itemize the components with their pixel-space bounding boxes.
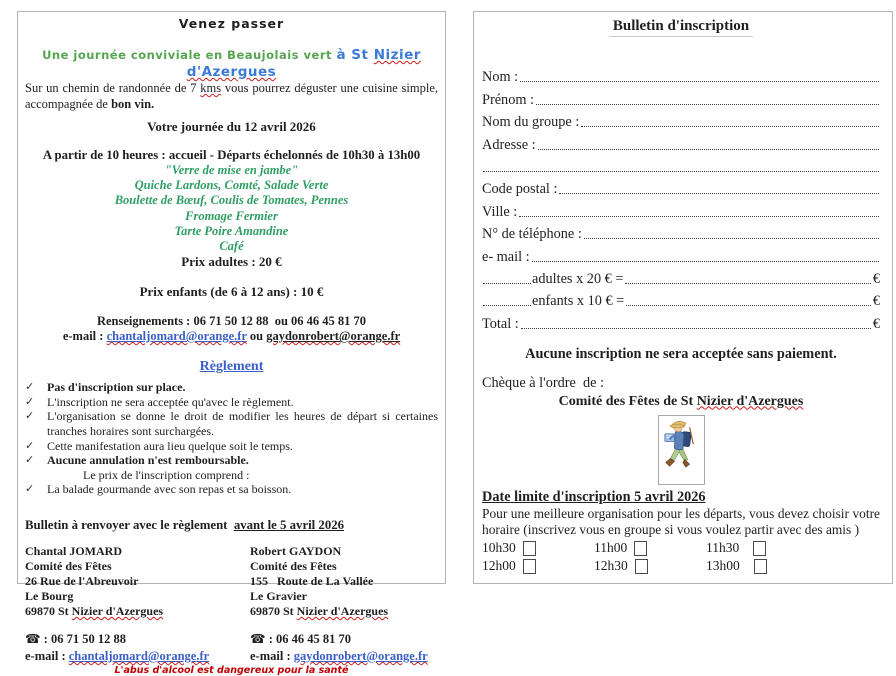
email-link-chantal[interactable]: chantaljomard@orange.fr xyxy=(106,329,247,344)
fill-line xyxy=(532,261,879,262)
time-checkbox-11h30[interactable] xyxy=(753,541,766,556)
check-icon: ✓ xyxy=(25,380,35,394)
hiker-illustration xyxy=(662,419,700,481)
phone-row xyxy=(25,631,438,647)
email-link-chantal-bottom[interactable]: chantaljomard@orange.fr xyxy=(68,648,210,663)
check-icon: ✓ xyxy=(25,394,35,408)
phone-icon: ☎ xyxy=(25,630,41,646)
rules-title: Règlement xyxy=(199,359,264,375)
fill-line xyxy=(538,149,879,150)
departure-instructions: Pour une meilleure organisation pour les départs, vous devez choisir votre horaire (inscrivez vous en groupe si vous voulez partir avec des amis ) xyxy=(482,505,880,537)
time-option-10h30: 10h30 xyxy=(482,540,594,556)
flyer-headline xyxy=(25,46,438,80)
headline-blue-town: Nizier d'Azergues xyxy=(186,47,421,80)
rules-list xyxy=(25,380,438,497)
flyer-title: Venez passer xyxy=(178,16,285,31)
fill-line xyxy=(520,81,879,82)
send-back-line: Bulletin à renvoyer avec le règlement avant le 5 avril 2026 xyxy=(25,517,345,532)
field-email: e- mail : xyxy=(482,243,880,265)
time-option-12h30: 12h30 xyxy=(594,558,706,574)
menu-item: Café xyxy=(219,239,244,254)
intro-bold: bon vin. xyxy=(111,96,155,111)
menu-item: Tarte Poire Amandine xyxy=(174,223,289,238)
email-row: e-mail : chantaljomard@orange.fr e-mail : gaydonrobert@orange.fr xyxy=(25,648,428,663)
alcohol-warning: L'abus d'alcool est dangereux pour la santé xyxy=(114,664,349,676)
fill-line xyxy=(584,238,879,239)
form-title: Bulletin d'inscription xyxy=(482,18,880,35)
price-adults: Prix adultes : 20 € xyxy=(181,254,282,270)
time-option-11h30: 11h30 xyxy=(706,540,818,556)
organizer-contacts xyxy=(25,544,438,619)
fill-line xyxy=(625,283,870,284)
cheque-payee: Comité des Fêtes de St Nizier d'Azergues xyxy=(558,393,804,409)
time-checkbox-11h00[interactable] xyxy=(634,541,647,556)
cheque-label: Chèque à l'ordre de : xyxy=(482,374,605,391)
menu-item: Quiche Lardons, Comté, Salade Verte xyxy=(134,178,329,193)
departure-times xyxy=(482,539,880,575)
fill-line xyxy=(521,328,871,329)
event-flyer-panel xyxy=(17,11,446,676)
field-adresse: Adresse : xyxy=(482,131,880,153)
field-prenom: Prénom : xyxy=(482,86,880,108)
fill-line xyxy=(536,104,879,105)
check-icon: ✓ xyxy=(25,409,35,423)
check-icon: ✓ xyxy=(25,453,35,467)
headline-blue-prefix: à St xyxy=(336,47,374,63)
intro-paragraph: Sur un chemin de randonnée de 7 kms vous pourrez déguster une cuisine simple, accompagnée de bon vin. xyxy=(25,81,439,111)
menu-item: "Verre de mise en jambe" xyxy=(164,163,299,177)
contact-robert: Robert GAYDON Comité des Fêtes 155 Route de La Vallée Le Gravier 69870 St Nizier d'Azergues xyxy=(250,543,389,618)
fill-line xyxy=(483,171,879,172)
check-icon: ✓ xyxy=(25,482,35,496)
send-deadline: avant le 5 avril 2026 xyxy=(233,517,345,532)
price-children: Prix enfants (de 6 à 12 ans) : 10 € xyxy=(139,284,324,300)
rule-item: L'organisation se donne le droit de modifier les heures de départ si certaines tranches horaires sont surchargées. xyxy=(47,409,438,438)
phone-icon: ☎ xyxy=(250,630,266,646)
time-checkbox-12h00[interactable] xyxy=(523,559,536,574)
field-telephone: N° de téléphone : xyxy=(482,221,880,243)
time-checkbox-10h30[interactable] xyxy=(523,541,536,556)
form-fields xyxy=(482,64,880,333)
field-groupe: Nom du groupe : xyxy=(482,109,880,131)
menu-list xyxy=(25,163,438,254)
rule-item: Pas d'inscription sur place. xyxy=(47,380,186,395)
field-nom: Nom : xyxy=(482,64,880,86)
rule-item: Cette manifestation aura lieu quelque soit le temps. xyxy=(47,438,293,453)
intro-kms: kms xyxy=(200,81,222,95)
fill-line xyxy=(483,305,531,306)
amount-total: Total : € xyxy=(482,315,880,332)
headline-green: Une journée conviviale en Beaujolais vert xyxy=(42,48,337,62)
rules-note: Le prix de l'inscription comprend : xyxy=(83,467,250,482)
fill-line xyxy=(581,126,879,127)
info-phones: Renseignements : 06 71 50 12 88 ou 06 46 45 81 70 xyxy=(96,314,367,329)
rule-item: L'inscription ne sera acceptée qu'avec le règlement. xyxy=(47,394,294,409)
email-link-gaydon-bottom[interactable]: gaydonrobert@orange.fr xyxy=(293,648,428,663)
field-adresse-suite xyxy=(482,154,880,176)
info-emails: e-mail : chantaljomard@orange.fr ou gaydonrobert@orange.fr xyxy=(62,329,401,344)
amount-children: enfants x 10 € = € xyxy=(482,288,880,310)
hiker-clipart xyxy=(658,415,705,485)
fill-line xyxy=(559,193,879,194)
day-title: Votre journée du 12 avril 2026 xyxy=(147,119,316,134)
time-option-13h00: 13h00 xyxy=(706,558,818,574)
rule-item: Aucune annulation n'est remboursable. xyxy=(47,453,249,468)
rule-item: La balade gourmande avec son repas et sa boisson. xyxy=(47,482,292,497)
deadline-heading: Date limite d'inscription 5 avril 2026 xyxy=(482,488,706,505)
schedule-line: A partir de 10 heures : accueil - Départs échelonnés de 10h30 à 13h00 xyxy=(42,148,421,162)
phone-robert: : 06 46 45 81 70 xyxy=(265,631,351,646)
contact-chantal: Chantal JOMARD Comité des Fêtes 26 Rue de l'Abreuvoir Le Bourg 69870 St Nizier d'Azergues xyxy=(25,543,164,618)
check-icon: ✓ xyxy=(25,438,35,452)
email-gaydon: gaydonrobert@orange.fr xyxy=(266,329,401,344)
time-option-11h00: 11h00 xyxy=(594,540,706,556)
menu-item: Boulette de Bœuf, Coulis de Tomates, Pennes xyxy=(114,193,349,208)
menu-item: Fromage Fermier xyxy=(185,208,278,223)
field-ville: Ville : xyxy=(482,198,880,220)
fill-line xyxy=(483,283,531,284)
no-payment-notice: Aucune inscription ne sera acceptée sans paiement. xyxy=(525,345,837,362)
registration-form-panel xyxy=(473,11,893,584)
time-checkbox-13h00[interactable] xyxy=(754,559,767,574)
time-checkbox-12h30[interactable] xyxy=(635,559,648,574)
fill-line xyxy=(626,305,871,306)
time-option-12h00: 12h00 xyxy=(482,558,594,574)
phone-chantal: : 06 71 50 12 88 xyxy=(40,631,126,646)
fill-line xyxy=(519,216,879,217)
field-code-postal: Code postal : xyxy=(482,176,880,198)
amount-adults: adultes x 20 € = € xyxy=(482,266,880,288)
